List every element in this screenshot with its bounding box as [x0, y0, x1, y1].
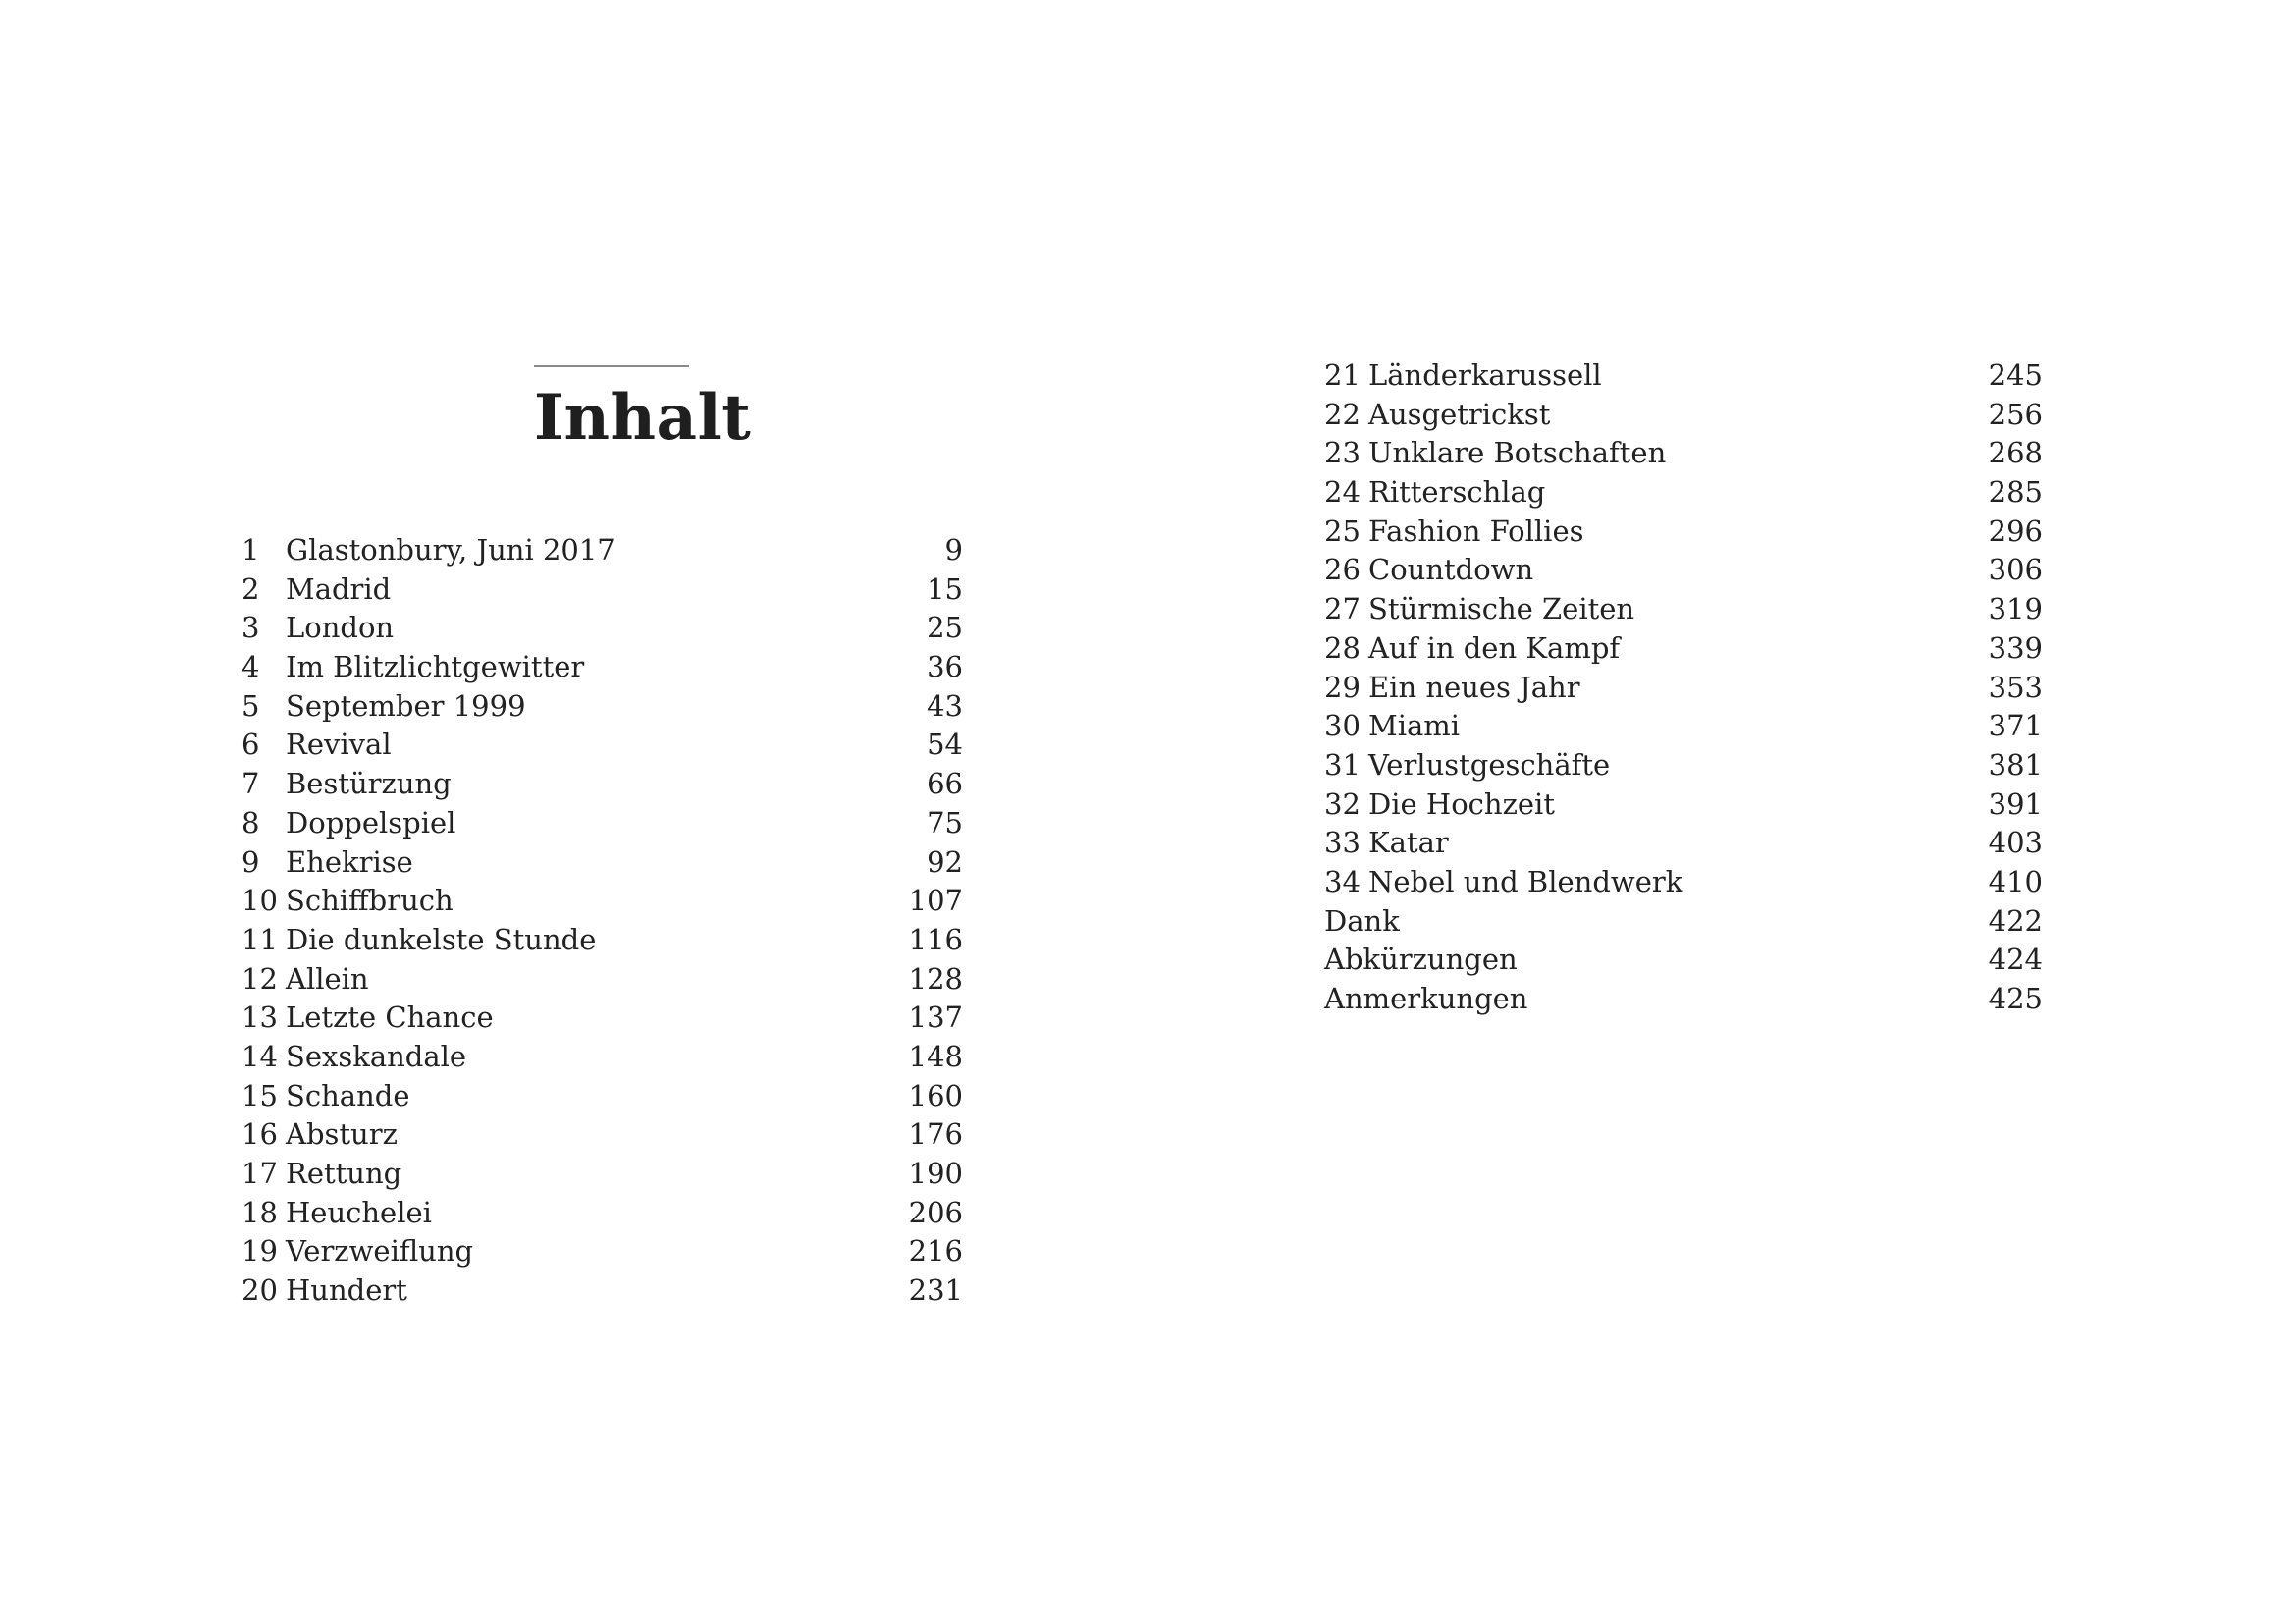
toc-entry — [1324, 473, 2043, 513]
toc-entry-number: 14 — [241, 1039, 278, 1073]
toc-entry-page-number: 206 — [908, 1195, 963, 1229]
toc-entry-number: 3 — [241, 611, 260, 645]
toc-entry-page-number: 425 — [1988, 982, 2043, 1015]
toc-entry-page-number: 403 — [1988, 826, 2043, 860]
toc-entry — [241, 531, 963, 570]
toc-entry — [1324, 785, 2043, 825]
toc-entry-title: Absturz — [286, 1117, 398, 1152]
toc-entry-number: 32 — [1324, 786, 1361, 821]
toc-entry-number: 16 — [241, 1117, 278, 1152]
toc-entry-title: Fashion Follies — [1368, 514, 1584, 548]
toc-entry — [1324, 980, 2043, 1019]
toc-entry-title: Countdown — [1368, 553, 1534, 587]
toc-entry-title: Letzte Chance — [286, 1001, 494, 1035]
toc-entry-title: Ehekrise — [286, 844, 413, 879]
toc-entry-title: Madrid — [286, 571, 392, 606]
title-rule — [534, 365, 689, 367]
toc-entry-page-number: 190 — [908, 1157, 963, 1190]
toc-entry-page-number: 231 — [908, 1273, 963, 1308]
toc-entry-page-number: 43 — [927, 688, 963, 723]
toc-entry-page-number: 160 — [908, 1078, 963, 1112]
toc-entry-page-number: 339 — [1988, 630, 2043, 665]
toc-entry-title: Bestürzung — [286, 767, 452, 801]
toc-entry — [241, 1155, 963, 1194]
toc-entry-title: Glastonbury, Juni 2017 — [286, 533, 615, 567]
toc-entry-number: 31 — [1324, 747, 1361, 782]
toc-entry-title: September 1999 — [286, 688, 526, 723]
toc-entry-number: 17 — [241, 1157, 278, 1190]
toc-entry-title: Hundert — [286, 1273, 407, 1308]
toc-entry-title: Anmerkungen — [1324, 982, 1528, 1015]
toc-entry-number: 1 — [241, 533, 260, 567]
toc-entry-title: Schande — [286, 1078, 410, 1112]
toc-entry — [1324, 824, 2043, 863]
toc-entry-number: 7 — [241, 767, 260, 801]
toc-entry — [241, 999, 963, 1038]
toc-entry — [241, 843, 963, 883]
toc-entry-number: 20 — [241, 1273, 278, 1308]
toc-entry-page-number: 92 — [927, 844, 963, 879]
toc-entry-page-number: 410 — [1988, 864, 2043, 898]
toc-entry-number: 33 — [1324, 826, 1361, 860]
toc-entry — [241, 1232, 963, 1272]
page-title: Inhalt — [534, 381, 752, 455]
toc-column-right — [1324, 356, 2043, 1019]
toc-entry — [1324, 629, 2043, 669]
toc-entry — [241, 570, 963, 610]
toc-entry-title: Die dunkelste Stunde — [286, 922, 597, 956]
toc-entry — [1324, 513, 2043, 552]
toc-entry-page-number: 148 — [908, 1039, 963, 1073]
toc-entry-title: Die Hochzeit — [1368, 786, 1555, 821]
toc-entry-title: Im Blitzlichtgewitter — [286, 650, 585, 684]
toc-entry — [241, 960, 963, 1000]
toc-entry-number: 27 — [1324, 592, 1361, 626]
toc-entry-page-number: 54 — [927, 728, 963, 762]
toc-entry — [241, 1077, 963, 1116]
toc-entry-number: 28 — [1324, 630, 1361, 665]
toc-entry-page-number: 137 — [908, 1001, 963, 1035]
toc-entry — [1324, 941, 2043, 980]
toc-entry-title: Rettung — [286, 1157, 402, 1190]
toc-entry-title: Katar — [1368, 826, 1449, 860]
toc-entry-page-number: 107 — [908, 884, 963, 918]
toc-entry-title: London — [286, 611, 395, 645]
toc-entry — [1324, 746, 2043, 785]
toc-entry — [1324, 669, 2043, 708]
toc-entry-title: Allein — [286, 961, 369, 996]
toc-entry-page-number: 268 — [1988, 436, 2043, 470]
toc-entry-number: 15 — [241, 1078, 278, 1112]
toc-entry-number: 26 — [1324, 553, 1361, 587]
toc-entry — [241, 648, 963, 687]
toc-entry-number: 9 — [241, 844, 260, 879]
toc-entry-page-number: 9 — [944, 533, 963, 567]
toc-entry-number: 22 — [1324, 397, 1361, 431]
toc-entry-page-number: 15 — [927, 571, 963, 606]
toc-entry-number: 23 — [1324, 436, 1361, 470]
toc-entry-number: 34 — [1324, 864, 1361, 898]
toc-entry — [241, 1038, 963, 1077]
toc-entry — [1324, 902, 2043, 942]
toc-entry — [241, 726, 963, 765]
toc-entry-page-number: 422 — [1988, 903, 2043, 938]
toc-entry-title: Sexskandale — [286, 1039, 467, 1073]
toc-entry-page-number: 381 — [1988, 747, 2043, 782]
toc-entry-page-number: 371 — [1988, 709, 2043, 743]
toc-entry-title: Unklare Botschaften — [1368, 436, 1667, 470]
toc-entry — [241, 765, 963, 804]
toc-entry-title: Länderkarussell — [1368, 358, 1602, 392]
toc-entry — [241, 1194, 963, 1233]
toc-entry-title: Revival — [286, 728, 392, 762]
toc-entry-title: Verlustgeschäfte — [1368, 747, 1611, 782]
toc-entry-number: 12 — [241, 961, 278, 996]
toc-entry-title: Auf in den Kampf — [1368, 630, 1621, 665]
toc-entry-title: Dank — [1324, 903, 1400, 938]
toc-entry-title: Schiffbruch — [286, 884, 454, 918]
toc-entry-number: 11 — [241, 922, 278, 956]
toc-entry — [241, 687, 963, 727]
toc-entry-number: 6 — [241, 728, 260, 762]
toc-entry-number: 19 — [241, 1234, 278, 1269]
toc-entry-page-number: 353 — [1988, 670, 2043, 704]
toc-entry — [1324, 863, 2043, 902]
toc-entry-page-number: 285 — [1988, 475, 2043, 510]
toc-entry-number: 18 — [241, 1195, 278, 1229]
toc-entry — [1324, 356, 2043, 396]
toc-entry — [241, 1115, 963, 1155]
toc-entry-page-number: 391 — [1988, 786, 2043, 821]
toc-entry-number: 4 — [241, 650, 260, 684]
toc-entry-title: Nebel und Blendwerk — [1368, 864, 1683, 898]
toc-entry-number: 25 — [1324, 514, 1361, 548]
toc-entry-number: 30 — [1324, 709, 1361, 743]
toc-entry-title: Ein neues Jahr — [1368, 670, 1580, 704]
toc-entry — [241, 804, 963, 843]
toc-entry-page-number: 176 — [908, 1117, 963, 1152]
toc-entry-page-number: 306 — [1988, 553, 2043, 587]
toc-entry-page-number: 319 — [1988, 592, 2043, 626]
toc-entry-title: Abkürzungen — [1324, 943, 1518, 977]
toc-entry-number: 24 — [1324, 475, 1361, 510]
toc-entry — [1324, 590, 2043, 629]
toc-entry-number: 29 — [1324, 670, 1361, 704]
toc-entry — [1324, 707, 2043, 746]
toc-entry — [1324, 396, 2043, 435]
toc-entry-number: 13 — [241, 1001, 278, 1035]
toc-entry-number: 10 — [241, 884, 278, 918]
toc-entry — [241, 609, 963, 648]
toc-column-left — [241, 531, 963, 1311]
toc-entry-page-number: 128 — [908, 961, 963, 996]
toc-entry-title: Heuchelei — [286, 1195, 432, 1229]
toc-entry-title: Miami — [1368, 709, 1461, 743]
toc-entry-page-number: 36 — [927, 650, 963, 684]
toc-entry-page-number: 424 — [1988, 943, 2043, 977]
toc-entry — [241, 1272, 963, 1311]
toc-entry-page-number: 296 — [1988, 514, 2043, 548]
toc-entry — [241, 882, 963, 921]
toc-entry-page-number: 116 — [908, 922, 963, 956]
toc-entry — [1324, 434, 2043, 473]
toc-entry — [241, 921, 963, 960]
toc-entry-page-number: 25 — [927, 611, 963, 645]
toc-entry-title: Doppelspiel — [286, 805, 456, 839]
toc-entry-page-number: 245 — [1988, 358, 2043, 392]
toc-entry-title: Ausgetrickst — [1368, 397, 1551, 431]
toc-entry-page-number: 75 — [927, 805, 963, 839]
toc-entry-number: 21 — [1324, 358, 1361, 392]
toc-entry-title: Stürmische Zeiten — [1368, 592, 1635, 626]
toc-entry-title: Verzweiflung — [286, 1234, 474, 1269]
toc-entry-number: 5 — [241, 688, 260, 723]
toc-entry-page-number: 66 — [927, 767, 963, 801]
toc-entry-page-number: 216 — [908, 1234, 963, 1269]
toc-entry-number: 2 — [241, 571, 260, 606]
toc-entry — [1324, 551, 2043, 590]
toc-entry-page-number: 256 — [1988, 397, 2043, 431]
toc-entry-title: Ritterschlag — [1368, 475, 1546, 510]
toc-entry-number: 8 — [241, 805, 260, 839]
